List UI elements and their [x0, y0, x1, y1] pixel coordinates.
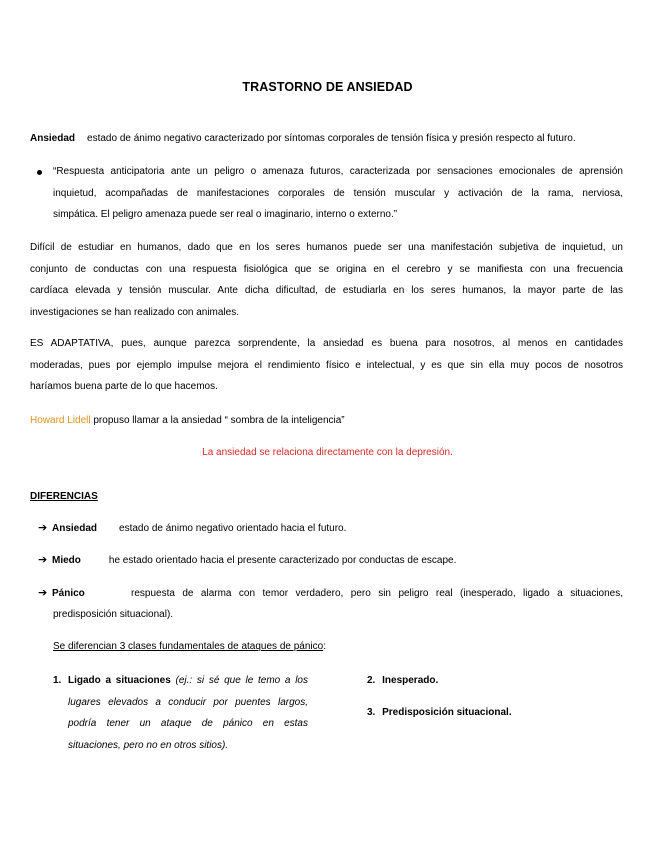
difference-text-cont: predisposición situacional). [53, 609, 174, 620]
panic-example-line: lugares elevados a conducir por puentes largos, [68, 696, 308, 708]
differences-heading: DIFERENCIAS [30, 491, 98, 502]
difference-text: estado de ánimo negativo orientado hacia el futuro. [119, 523, 347, 534]
panic-example-line: (ej.: si sé que le temo a los [175, 675, 308, 686]
definition-term: Ansiedad [30, 133, 76, 144]
author-name: Howard Lidell [30, 415, 91, 426]
definition [30, 128, 630, 150]
arrow-right-icon: ➔ [38, 554, 48, 566]
paragraph-line: ES ADAPTATIVA, pues, aunque parezca sorprendente, la ansiedad es buena para nosotros, al menos en cantidades [30, 338, 623, 349]
panic-class-number: 1. [53, 675, 62, 686]
panic-class-number: 2. [367, 675, 376, 686]
panic-class-label: Inesperado. [382, 675, 439, 686]
arrow-right-icon: ➔ [38, 522, 48, 534]
panic-class-1 [68, 670, 308, 756]
difference-item-ansiedad [38, 518, 346, 540]
paragraph-adaptive [30, 333, 623, 398]
panic-classes-heading [53, 636, 326, 658]
heading-colon: : [323, 641, 326, 652]
howard-text: propuso llamar a la ansiedad “ sombra de la inteligencia” [90, 415, 345, 426]
paragraph-line: conjunto de conductas con una respuesta fisiológica que se origina en el cerebro y se manifiesta con una frecuencia [30, 263, 623, 275]
difference-item-panico-head [38, 583, 85, 605]
panic-class-number: 3. [367, 707, 376, 718]
paragraph-line: Difícil de estudiar en humanos, dado que en los seres humanos puede ser una manifestación subjetiva de inquietud, un [30, 242, 623, 253]
quote-line: simpática. El peligro amenaza puede ser real o imaginario, interno o externo.” [53, 209, 398, 220]
paragraph-line: investigaciones se han realizado con animales. [30, 306, 240, 318]
panic-example-line: situaciones, pero no en otros sitios). [68, 739, 229, 751]
paragraph-line: haríamos buena parte de lo que hacemos. [30, 381, 218, 392]
depression-statement: La ansiedad se relaciona directamente con la depresión. [202, 447, 453, 458]
panic-class-label: Ligado a situaciones [68, 675, 171, 686]
page-title: TRASTORNO DE ANSIEDAD [242, 80, 413, 94]
paragraph-line: moderadas, pues por ejemplo impulse mejora el rendimiento físico e intelectual, y es que sin ella muy pocos de nosotros [30, 359, 623, 371]
difference-text: he estado orientado hacia el presente caracterizado por conductas de escape. [108, 555, 457, 566]
difference-term: Miedo [52, 555, 81, 566]
quote-line: inquietud, acompañadas de manifestaciones corporales de tensión muscular y activación de la rama, nerviosa, [53, 187, 623, 199]
panic-class-2 [367, 670, 438, 692]
bullet-dot [37, 170, 42, 175]
panic-classes-heading-text: Se diferencian 3 clases fundamentales de ataques de pánico [53, 641, 324, 652]
paragraph-line: cardíaca elevada y tensión muscular. Ante dicha dificultad, de estudiarla en los seres humanos, la mayor parte de las [30, 285, 623, 296]
definition-text: estado de ánimo negativo caracterizado por síntomas corporales de tensión física y presión respecto al futuro. [87, 133, 576, 144]
panic-class-3 [367, 702, 512, 724]
panic-example-line: podría tener un ataque de pánico en estas [68, 718, 308, 729]
panic-class-label: Predisposición situacional. [382, 707, 512, 718]
difference-term: Pánico [52, 588, 85, 599]
quote-block [53, 161, 623, 226]
paragraph-difficult [30, 237, 623, 323]
quote-line: “Respuesta anticipatoria ante un peligro o amenaza futuros, caracterizada por sensaciones emocionales de aprensión [53, 166, 623, 177]
difference-text: respuesta de alarma con temor verdadero, pero sin peligro real (inesperado, ligado a situaciones, [131, 588, 623, 599]
difference-term: Ansiedad [52, 523, 98, 534]
howard-line [30, 410, 345, 432]
difference-item-miedo [38, 550, 456, 572]
arrow-right-icon: ➔ [38, 587, 48, 599]
